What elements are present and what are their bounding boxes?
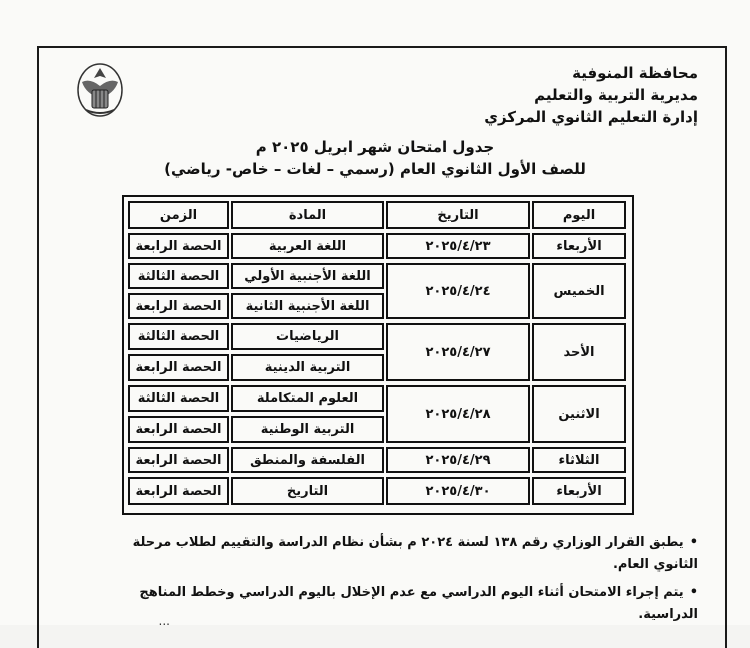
note-text-1: يطبق القرار الوزاري رقم ١٣٨ لسنة ٢٠٢٤ م بشأن نظام الدراسة والتقييم لطلاب مرحلة الثانوي العام. (132, 535, 698, 572)
bullet-icon: • (689, 585, 698, 600)
row-2-day: الخميس (532, 263, 626, 319)
truncated-text: ... (158, 614, 170, 625)
schedule-subtitle: للصف الأول الثانوي العام (رسمي – لغات – خاص- رياضي) (164, 160, 586, 178)
row-3-day: الأحد (532, 323, 626, 381)
header-time: الزمن (128, 201, 229, 229)
notes-list (88, 532, 698, 632)
row-6-subject-1: التاريخ (231, 477, 384, 505)
row-6-time-1: الحصة الرابعة (128, 477, 229, 505)
row-2-subject-1: اللغة الأجنبية الأولي (231, 263, 384, 289)
row-5-time-1: الحصة الرابعة (128, 447, 229, 473)
row-4-day: الاثنين (532, 385, 626, 443)
bullet-icon: • (689, 535, 698, 550)
row-3-date: ٢٠٢٥/٤/٢٧ (386, 323, 530, 381)
row-2-time-2: الحصة الرابعة (128, 293, 229, 319)
row-4-subject-2: التربية الوطنية (231, 416, 384, 443)
directorate-name: مديرية التربية والتعليم (534, 86, 698, 104)
row-1-day: الأربعاء (532, 233, 626, 259)
row-4-time-2: الحصة الرابعة (128, 416, 229, 443)
row-2-date: ٢٠٢٥/٤/٢٤ (386, 263, 530, 319)
row-1-time-1: الحصة الرابعة (128, 233, 229, 259)
row-3-subject-1: الرياضيات (231, 323, 384, 350)
note-item (88, 532, 698, 576)
row-1-subject-1: اللغة العربية (231, 233, 384, 259)
eagle-emblem-icon (70, 60, 130, 120)
row-5-subject-1: الفلسفة والمنطق (231, 447, 384, 473)
header-day: اليوم (532, 201, 626, 229)
note-text-2: يتم إجراء الامتحان أثناء اليوم الدراسي مع عدم الإخلال باليوم الدراسي وخطط المناهج الدراسية. (139, 585, 698, 622)
row-5-date: ٢٠٢٥/٤/٢٩ (386, 447, 530, 473)
row-3-subject-2: التربية الدينية (231, 354, 384, 381)
row-4-date: ٢٠٢٥/٤/٢٨ (386, 385, 530, 443)
administration-name: إدارة التعليم الثانوي المركزي (484, 108, 698, 126)
header-subject: المادة (231, 201, 384, 229)
row-3-time-1: الحصة الثالثة (128, 323, 229, 350)
row-2-subject-2: اللغة الأجنبية الثانية (231, 293, 384, 319)
row-6-date: ٢٠٢٥/٤/٣٠ (386, 477, 530, 505)
governorate-name: محافظة المنوفية (572, 64, 698, 82)
row-4-subject-1: العلوم المتكاملة (231, 385, 384, 412)
row-2-time-1: الحصة الثالثة (128, 263, 229, 289)
schedule-title: جدول امتحان شهر ابريل ٢٠٢٥ م (255, 138, 495, 156)
row-1-date: ٢٠٢٥/٤/٢٣ (386, 233, 530, 259)
row-6-day: الأربعاء (532, 477, 626, 505)
header-block (484, 62, 698, 128)
row-5-day: الثلاثاء (532, 447, 626, 473)
row-4-time-1: الحصة الثالثة (128, 385, 229, 412)
row-3-time-2: الحصة الرابعة (128, 354, 229, 381)
header-date: التاريخ (386, 201, 530, 229)
exam-schedule-table (122, 195, 634, 515)
note-item (88, 582, 698, 626)
